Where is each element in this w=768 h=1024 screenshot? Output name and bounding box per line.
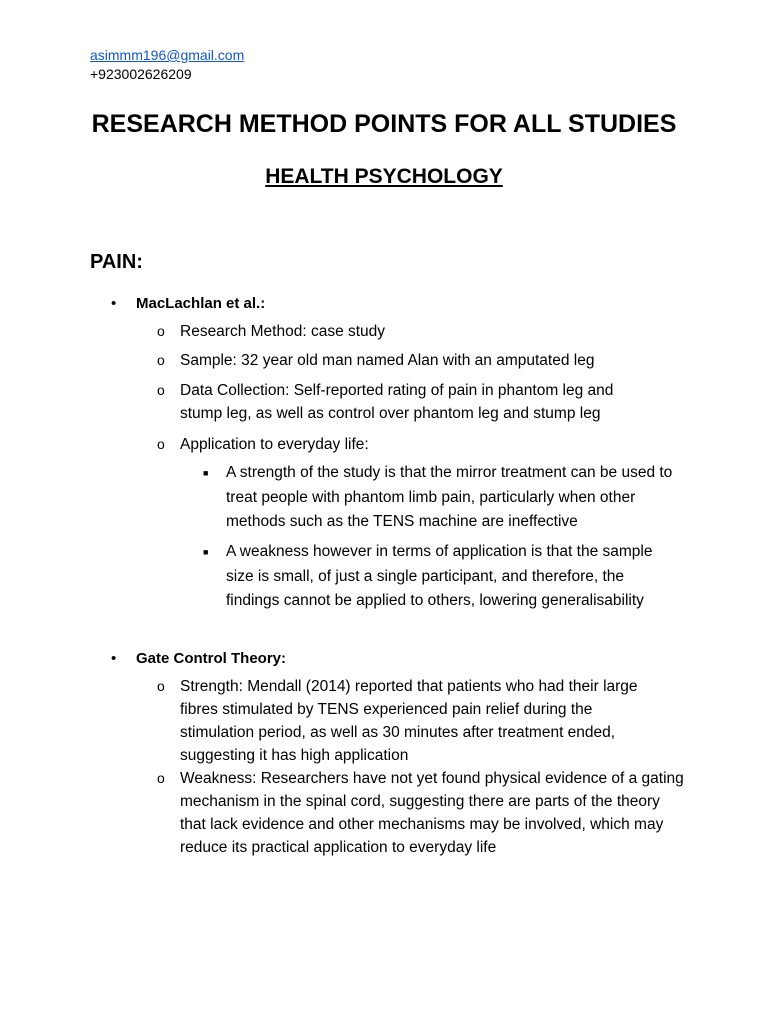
- subtitle-text: HEALTH PSYCHOLOGY: [265, 165, 503, 188]
- disc-bullet-icon: •: [111, 650, 117, 667]
- circle-bullet-icon: o: [157, 352, 165, 368]
- weakness-item: Weakness: Researchers have not yet found physical evidence of a gating mechanism in the spinal cord, suggesting there are parts of the theory that lack evidence and other mechanisms may be involved, which may reduce its practical application to everyday life: [180, 770, 684, 856]
- disc-bullet-icon: •: [111, 295, 117, 312]
- strength-subitem: A strength of the study is that the mirror treatment can be used to treat people with phantom limb pain, particularly when other methods such as the TENS machine are ineffective: [226, 464, 673, 530]
- document-title: RESEARCH METHOD POINTS FOR ALL STUDIES: [91, 110, 677, 138]
- square-bullet-icon: ■: [203, 547, 209, 557]
- document-subtitle: [0, 165, 768, 189]
- circle-bullet-icon: o: [157, 770, 165, 786]
- square-bullet-icon: ■: [203, 468, 209, 478]
- weakness-subitem: A weakness however in terms of application is that the sample size is small, of just a single participant, and therefore, the findings cannot be applied to others, lowering generalisability: [226, 543, 653, 609]
- circle-bullet-icon: o: [157, 382, 165, 398]
- data-collection-item: Data Collection: Self-reported rating of pain in phantom leg and stump leg, as well as control over phantom leg and stump leg: [180, 382, 614, 422]
- strength-item: Strength: Mendall (2014) reported that patients who had their large fibres stimulated by TENS experienced pain relief during the stimulation period, as well as 30 minutes after treatment ended, suggesting it has high application: [180, 678, 638, 764]
- application-item: Application to everyday life:: [180, 436, 369, 453]
- circle-bullet-icon: o: [157, 436, 165, 452]
- email-link[interactable]: asimmm196@gmail.com: [90, 47, 245, 63]
- circle-bullet-icon: o: [157, 323, 165, 339]
- phone-number: +923002626209: [90, 66, 192, 82]
- study-name: MacLachlan et al.:: [136, 295, 266, 312]
- section-heading: PAIN:: [90, 251, 143, 273]
- study-name: Gate Control Theory:: [136, 650, 287, 667]
- sample-item: Sample: 32 year old man named Alan with an amputated leg: [180, 352, 595, 369]
- circle-bullet-icon: o: [157, 678, 165, 694]
- research-method-item: Research Method: case study: [180, 323, 386, 340]
